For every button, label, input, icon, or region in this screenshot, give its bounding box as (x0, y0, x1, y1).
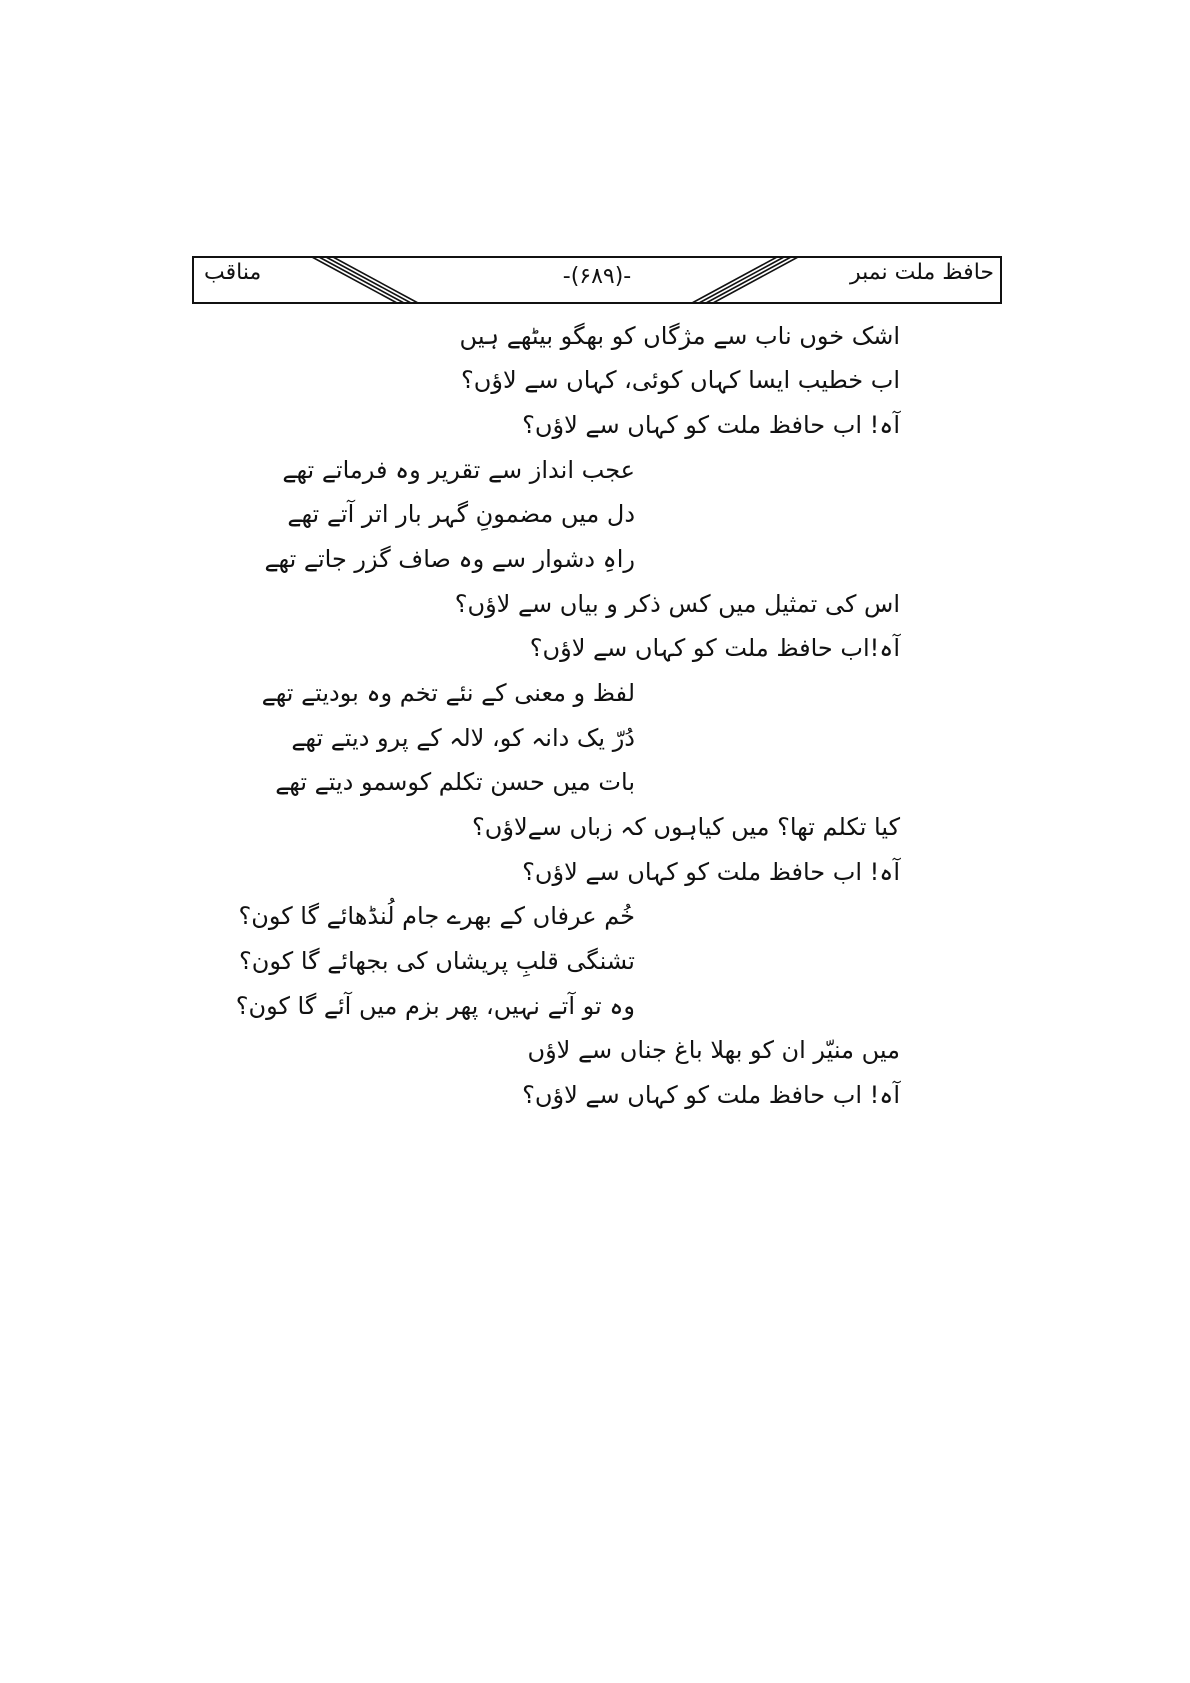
poem-line: راہِ دشوار سے وہ صاف گزر جاتے تھے (264, 545, 635, 573)
poem-line: اب خطیب ایسا کہاں کوئی، کہاں سے لاؤں؟ (461, 366, 900, 394)
poem-line: عجب انداز سے تقریر وہ فرماتے تھے (282, 456, 635, 484)
poem-line: آہ! اب حافظ ملت کو کہاں سے لاؤں؟ (522, 1081, 900, 1109)
poem-line: دُرّ یک دانہ کو، لالہ کے پرو دیتے تھے (291, 724, 635, 752)
poem-line: لفظ و معنی کے نئے تخم وہ بودیتے تھے (261, 679, 635, 707)
journal-title: حافظ ملت نمبر (850, 260, 994, 285)
page-number: -(۶۸۹)- (562, 264, 632, 289)
poem-line: آہ!اب حافظ ملت کو کہاں سے لاؤں؟ (529, 634, 900, 662)
poem-line: آہ! اب حافظ ملت کو کہاں سے لاؤں؟ (522, 858, 900, 886)
poem-line: خُم عرفاں کے بھرے جام لُنڈھائے گا کون؟ (238, 902, 635, 930)
poem-line: اس کی تمثیل میں کس ذکر و بیاں سے لاؤں؟ (454, 590, 900, 618)
poem-line: تشنگی قلبِ پریشاں کی بجھائے گا کون؟ (239, 947, 635, 975)
poem-line: آہ! اب حافظ ملت کو کہاں سے لاؤں؟ (522, 411, 900, 439)
section-title: مناقب (204, 260, 262, 285)
poem-line: اشک خوں ناب سے مژگاں کو بھگو بیٹھے ہیں (459, 322, 900, 350)
poem-line: کیا تکلم تھا؟ میں کیاہوں کہ زباں سےلاؤں؟ (472, 813, 900, 841)
poem-line: وہ تو آتے نہیں، پھر بزم میں آئے گا کون؟ (235, 992, 635, 1020)
poem-line: میں منیّر ان کو بھلا باغ جناں سے لاؤں (527, 1036, 900, 1064)
poem-line: دل میں مضمونِ گہر بار اتر آتے تھے (287, 500, 635, 528)
poem-line: بات میں حسن تکلم کوسمو دیتے تھے (275, 768, 635, 796)
